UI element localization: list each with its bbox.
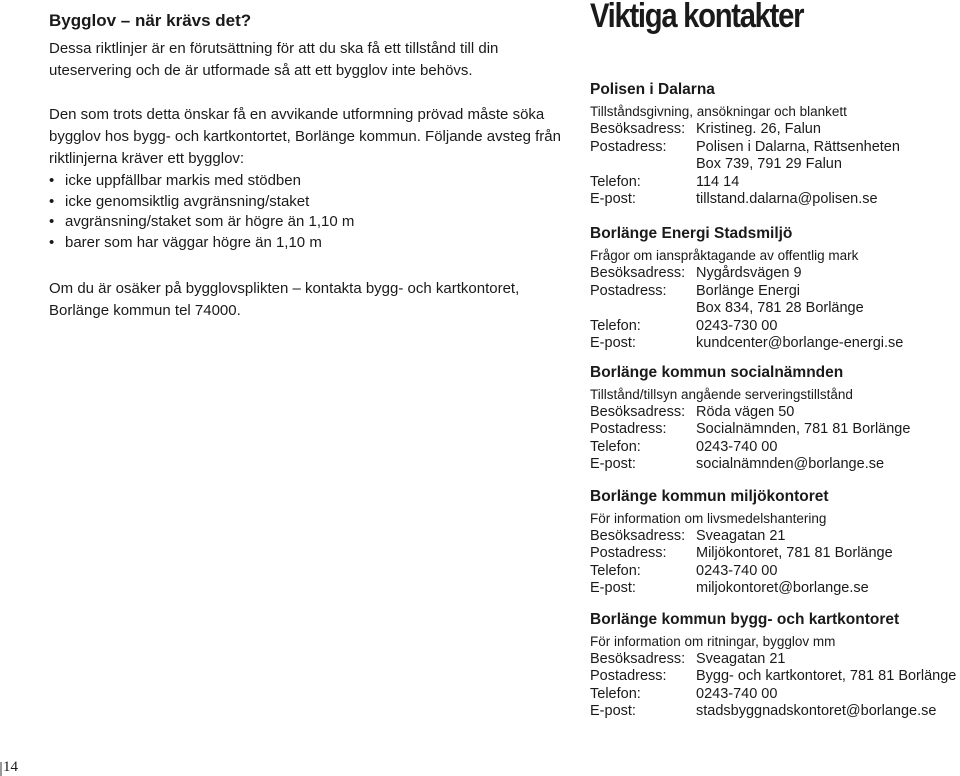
contact-row <box>590 545 893 561</box>
row-email[interactable]: stadsbyggnadskontoret@borlange.se <box>696 703 937 719</box>
row-key: Besöksadress: <box>590 651 686 667</box>
row-value: Miljökontoret, 781 81 Borlänge <box>696 545 893 561</box>
row-value: Röda vägen 50 <box>696 404 795 420</box>
row-key: E-post: <box>590 191 636 207</box>
deviation-line-3: riktlinjerna kräver ett bygglov: <box>49 150 245 167</box>
contact-row <box>590 580 869 596</box>
contact-row <box>590 156 842 172</box>
row-value: 0243-730 00 <box>696 318 778 334</box>
row-value: Bygg- och kartkontoret, 781 81 Borlänge <box>696 668 957 684</box>
bullet-text: icke uppfällbar markis med stödben <box>65 172 301 189</box>
row-key: Besöksadress: <box>590 265 686 281</box>
row-value: Box 739, 791 29 Falun <box>696 156 842 172</box>
contact-row <box>590 668 956 684</box>
bullet-text: barer som har väggar högre än 1,10 m <box>65 234 322 251</box>
contact-name: Borlänge kommun bygg- och kartkontoret <box>590 611 900 628</box>
bullet-text: icke genomsiktlig avgränsning/staket <box>65 193 310 210</box>
row-key: E-post: <box>590 335 636 351</box>
contact-hint-line-2: Borlänge kommun tel 74000. <box>49 302 241 319</box>
row-key: Telefon: <box>590 439 641 455</box>
contact-row <box>590 265 802 281</box>
row-value: Box 834, 781 28 Borlänge <box>696 300 864 316</box>
bullet-item: • avgränsning/staket som är högre än 1,10 m <box>49 213 355 230</box>
intro-line-1: Dessa riktlinjer är en förutsättning för att du ska få ett tillstånd till din <box>49 40 499 57</box>
contact-row <box>590 651 786 667</box>
contact-row <box>590 563 777 579</box>
contact-row <box>590 528 786 544</box>
row-key: Postadress: <box>590 283 667 299</box>
deviation-line-1: Den som trots detta önskar få en avvikande utformning prövad måste söka <box>49 106 545 123</box>
contact-row <box>590 421 910 437</box>
row-key: Postadress: <box>590 139 667 155</box>
row-email[interactable]: socialnämnden@borlange.se <box>696 456 885 472</box>
contact-name: Borlänge kommun miljökontoret <box>590 488 829 505</box>
contact-row <box>590 174 739 190</box>
contact-row <box>590 456 884 472</box>
row-key: Telefon: <box>590 318 641 334</box>
bullet-item: • icke genomsiktlig avgränsning/staket <box>49 193 310 210</box>
page-edge-marker <box>0 762 2 776</box>
row-key: Besöksadress: <box>590 528 686 544</box>
row-value: 0243-740 00 <box>696 686 778 702</box>
row-key: Besöksadress: <box>590 404 686 420</box>
contact-row <box>590 283 800 299</box>
bullet-item: • icke uppfällbar markis med stödben <box>49 172 301 189</box>
row-key: E-post: <box>590 580 636 596</box>
bullet-text: avgränsning/staket som är högre än 1,10 m <box>65 213 355 230</box>
contact-row <box>590 404 794 420</box>
row-key: E-post: <box>590 456 636 472</box>
intro-line-2: uteservering och de är utformade så att ett bygglov inte behövs. <box>49 62 473 79</box>
row-email[interactable]: miljokontoret@borlange.se <box>696 580 869 596</box>
contact-subtitle: För information om livsmedelshantering <box>590 511 827 526</box>
row-key: Besöksadress: <box>590 121 686 137</box>
contact-row <box>590 191 878 207</box>
contact-name: Polisen i Dalarna <box>590 81 715 98</box>
contact-row <box>590 121 821 137</box>
page-number: 14 <box>3 759 18 775</box>
contact-row <box>590 318 777 334</box>
row-value: Polisen i Dalarna, Rättsenheten <box>696 139 900 155</box>
contact-row <box>590 139 900 155</box>
row-value: Socialnämnden, 781 81 Borlänge <box>696 421 911 437</box>
row-value: 0243-740 00 <box>696 563 778 579</box>
row-value: Kristineg. 26, Falun <box>696 121 821 137</box>
contact-row <box>590 300 864 316</box>
row-key: E-post: <box>590 703 636 719</box>
contacts-title: Viktiga kontakter <box>590 0 804 35</box>
row-value: Sveagatan 21 <box>696 528 786 544</box>
left-title: Bygglov – när krävs det? <box>49 11 252 30</box>
deviation-line-2: bygglov hos bygg- och kartkontortet, Borlänge kommun. Följande avsteg från <box>49 128 561 145</box>
row-key: Postadress: <box>590 421 667 437</box>
row-email[interactable]: kundcenter@borlange-energi.se <box>696 335 904 351</box>
contact-subtitle: Tillstånd/tillsyn angående serveringstillstånd <box>590 387 853 402</box>
row-value: 0243-740 00 <box>696 439 778 455</box>
row-key: Telefon: <box>590 174 641 190</box>
contact-row <box>590 439 777 455</box>
contact-subtitle: Tillståndsgivning, ansökningar och blankett <box>590 104 847 119</box>
contact-row <box>590 686 777 702</box>
row-key: Telefon: <box>590 563 641 579</box>
contact-subtitle: Frågor om ianspråktagande av offentlig mark <box>590 248 859 263</box>
row-key: Telefon: <box>590 686 641 702</box>
row-key: Postadress: <box>590 668 667 684</box>
contact-subtitle: För information om ritningar, bygglov mm <box>590 634 836 649</box>
contact-hint-line-1: Om du är osäker på bygglovsplikten – kontakta bygg- och kartkontoret, <box>49 280 520 297</box>
row-value: Borlänge Energi <box>696 283 800 299</box>
contact-row <box>590 335 903 351</box>
contact-name: Borlänge kommun socialnämnden <box>590 364 844 381</box>
contact-name: Borlänge Energi Stadsmiljö <box>590 225 793 242</box>
row-key: Postadress: <box>590 545 667 561</box>
row-email[interactable]: tillstand.dalarna@polisen.se <box>696 191 878 207</box>
bullet-item: • barer som har väggar högre än 1,10 m <box>49 234 322 251</box>
row-value: 114 14 <box>696 174 740 190</box>
row-value: Nygårdsvägen 9 <box>696 265 802 281</box>
contact-row <box>590 703 936 719</box>
row-value: Sveagatan 21 <box>696 651 786 667</box>
